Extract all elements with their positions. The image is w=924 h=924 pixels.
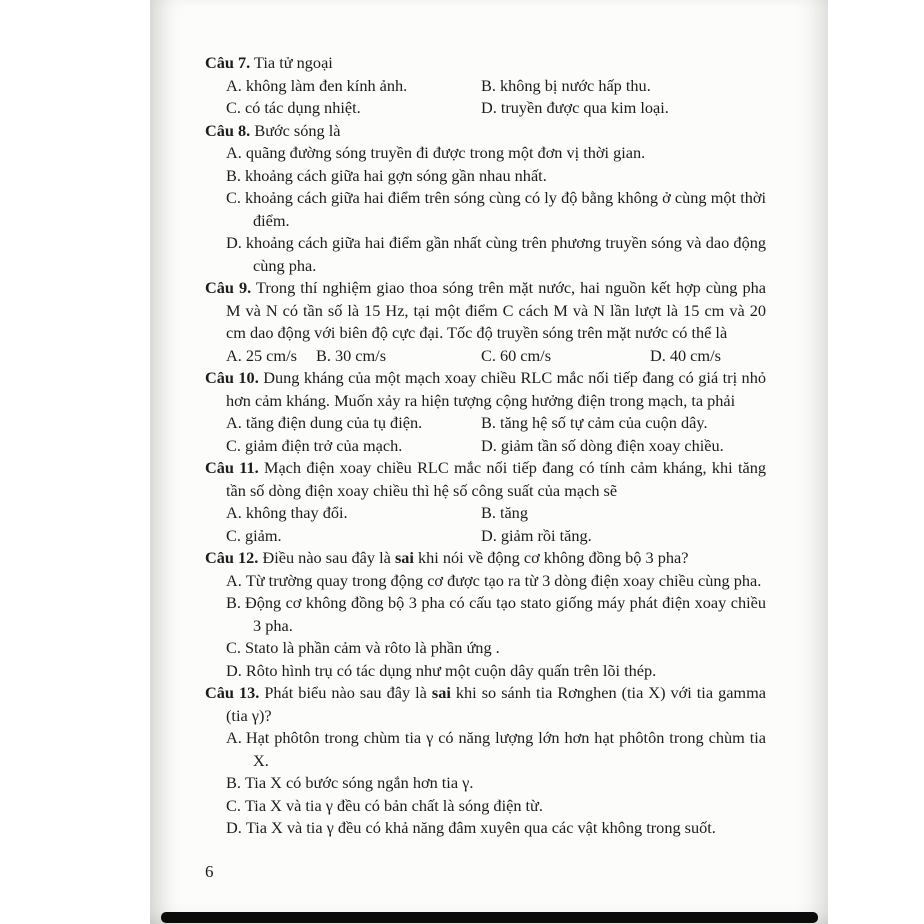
question [205,120,766,278]
question [205,52,766,120]
answer-option [481,525,766,548]
option-text: Hạt phôtôn trong chùm tia γ có năng lượng lớn hơn hạt phôtôn trong chùm tia X. [245,728,766,770]
answer-option [481,435,766,458]
option-text: Tia X và tia γ đều có khả năng đâm xuyên qua các vật không trong suốt. [245,818,716,837]
option-key: C. [226,188,241,207]
answer-option [226,727,766,772]
option-key: D. [481,435,497,455]
question-stem [205,547,766,570]
stem-text: Phát biểu nào sau đây là [264,683,432,702]
answer-option [226,345,316,368]
option-text: khoảng cách giữa hai gợn sóng gần nhau nhất. [244,165,547,185]
option-key: A. [226,345,242,365]
question-number: Câu 8. [205,120,251,140]
question-number: Câu 7. [205,53,251,72]
option-key: C. [481,345,496,365]
option-key: B. [481,75,496,95]
answer-option [650,345,766,368]
options-group [226,570,766,683]
question-number: Câu 12. [205,548,259,567]
answer-option [226,817,766,840]
option-key: D. [481,98,497,117]
option-text: tăng [499,503,528,522]
option-text: không bị nước hấp thu. [499,75,651,95]
option-key: C. [226,795,241,815]
option-text: 40 cm/s [669,345,721,365]
answer-option [226,502,481,525]
answer-option [226,592,766,637]
page-number: 6 [205,862,214,881]
answer-option [226,165,766,188]
option-text: tăng hệ số tự cảm của cuộn dây. [499,413,708,432]
options-group [226,142,766,277]
answer-option [226,75,481,98]
option-key: A. [226,75,242,95]
question-number: Câu 11. [205,458,259,477]
option-key: D. [226,233,242,252]
question-stem [205,367,766,412]
options-group [226,727,766,840]
option-key: A. [226,503,242,522]
option-text: 30 cm/s [334,345,387,365]
answer-option [226,795,766,818]
answer-option [226,772,766,795]
question-stem [205,52,766,75]
answer-option [481,97,766,120]
answer-option [481,345,650,368]
option-text: Rôto hình trụ có tác dụng như một cuộn dây quấn trên lõi thép. [245,660,657,680]
question-number: Câu 13. [205,683,260,702]
option-text: Động cơ không đồng bộ 3 pha có cấu tạo stato giống máy phát điện xoay chiều 3 pha. [244,593,766,635]
stem-emphasis: sai [394,548,414,567]
answer-option [481,75,766,98]
option-key: A. [226,728,242,747]
option-text: giảm tần số dòng điện xoay chiều. [500,435,724,455]
answer-option [481,502,766,525]
option-text: giảm. [244,525,282,545]
option-key: B. [226,773,241,792]
stem-text: Mạch điện xoay chiều RLC mắc nối tiếp đang có tính cảm kháng, khi tăng tần số dòng điện xoay chiều thì hệ số công suất của mạch sẽ [226,458,766,500]
option-text: truyền được qua kim loại. [500,98,669,117]
option-text: Tia X và tia γ đều có bản chất là sóng điện từ. [244,795,543,815]
option-text: có tác dụng nhiệt. [244,98,361,117]
option-text: khoảng cách giữa hai điểm gần nhất cùng trên phương truyền sóng và dao động cùng pha. [245,233,766,275]
option-text: Từ trường quay trong động cơ được tạo ra từ 3 dòng điện xoay chiều cùng pha. [245,570,762,590]
option-key: C. [226,435,241,455]
stem-emphasis: sai [431,683,451,702]
stem-text: Điều nào sau đây là [262,548,395,567]
question [205,682,766,840]
answer-option [226,637,766,660]
answer-option [226,412,481,435]
option-key: D. [650,345,666,365]
option-text: tăng điện dung của tụ điện. [245,413,423,432]
answer-option [226,97,481,120]
options-group [226,412,766,457]
option-text: giảm điện trở của mạch. [244,435,403,455]
option-key: B. [226,165,241,185]
question-number: Câu 9. [205,278,252,297]
option-text: 25 cm/s [245,345,297,365]
option-text: không làm đen kính ảnh. [245,75,408,95]
scanner-edge-bottom [161,912,818,923]
option-key: A. [226,143,242,162]
option-text: Stato là phần cảm và rôto là phần ứng . [244,638,500,657]
option-key: C. [226,98,241,117]
option-text: Tia X có bước sóng ngắn hơn tia γ. [244,773,474,792]
option-text: không thay đổi. [245,503,348,522]
option-key: C. [226,525,241,545]
question-stem [205,457,766,502]
option-text: khoảng cách giữa hai điểm trên sóng cùng có ly độ bằng không ở cùng một thời điểm. [244,188,766,230]
answer-option [226,232,766,277]
exam-questions [205,52,766,840]
answer-option [226,142,766,165]
option-key: D. [226,660,242,680]
question [205,457,766,547]
options-group [226,502,766,547]
answer-option [226,570,766,593]
stem-text: khi so sánh tia Rơnghen (tia X) với tia gamma (tia γ)? [226,683,766,725]
option-text: giảm rồi tăng. [500,525,592,545]
option-key: A. [226,570,242,590]
answer-option [226,187,766,232]
question [205,277,766,367]
option-key: D. [481,525,497,545]
question [205,547,766,682]
stem-text: Tia tử ngoại [254,53,333,72]
answer-option [481,412,766,435]
answer-option [226,435,481,458]
option-key: B. [481,503,496,522]
question-stem [205,277,766,345]
option-key: D. [226,818,242,837]
stem-text: khi nói về động cơ không đồng bộ 3 pha? [413,548,689,567]
question-number: Câu 10. [205,368,259,387]
answer-option [226,660,766,683]
options-group [226,75,766,120]
answer-option [316,345,481,368]
options-group [226,345,766,368]
option-key: B. [481,413,496,432]
option-key: B. [316,345,331,365]
stem-text: Dung kháng của một mạch xoay chiều RLC mắc nối tiếp đang có giá trị nhỏ hơn cảm kháng. Muốn xảy ra hiện tượng cộng hưởng điện trong mạch, ta phải [226,368,766,410]
question-stem [205,682,766,727]
question-stem [205,120,766,143]
stem-text: Bước sóng là [254,120,341,140]
stem-text: Trong thí nghiệm giao thoa sóng trên mặt nước, hai nguồn kết hợp cùng pha M và N có tần số là 15 Hz, tại một điểm C cách M và N lần lượt là 15 cm và 20 cm dao động với biên độ cực đại. Tốc độ truyền sóng trên mặt nước có thể là [226,278,766,342]
option-key: A. [226,413,242,432]
question [205,367,766,457]
answer-option [226,525,481,548]
option-text: 60 cm/s [499,345,552,365]
book-page [150,0,828,924]
option-text: quãng đường sóng truyền đi được trong một đơn vị thời gian. [245,143,646,162]
option-key: C. [226,638,241,657]
option-key: B. [226,593,241,612]
